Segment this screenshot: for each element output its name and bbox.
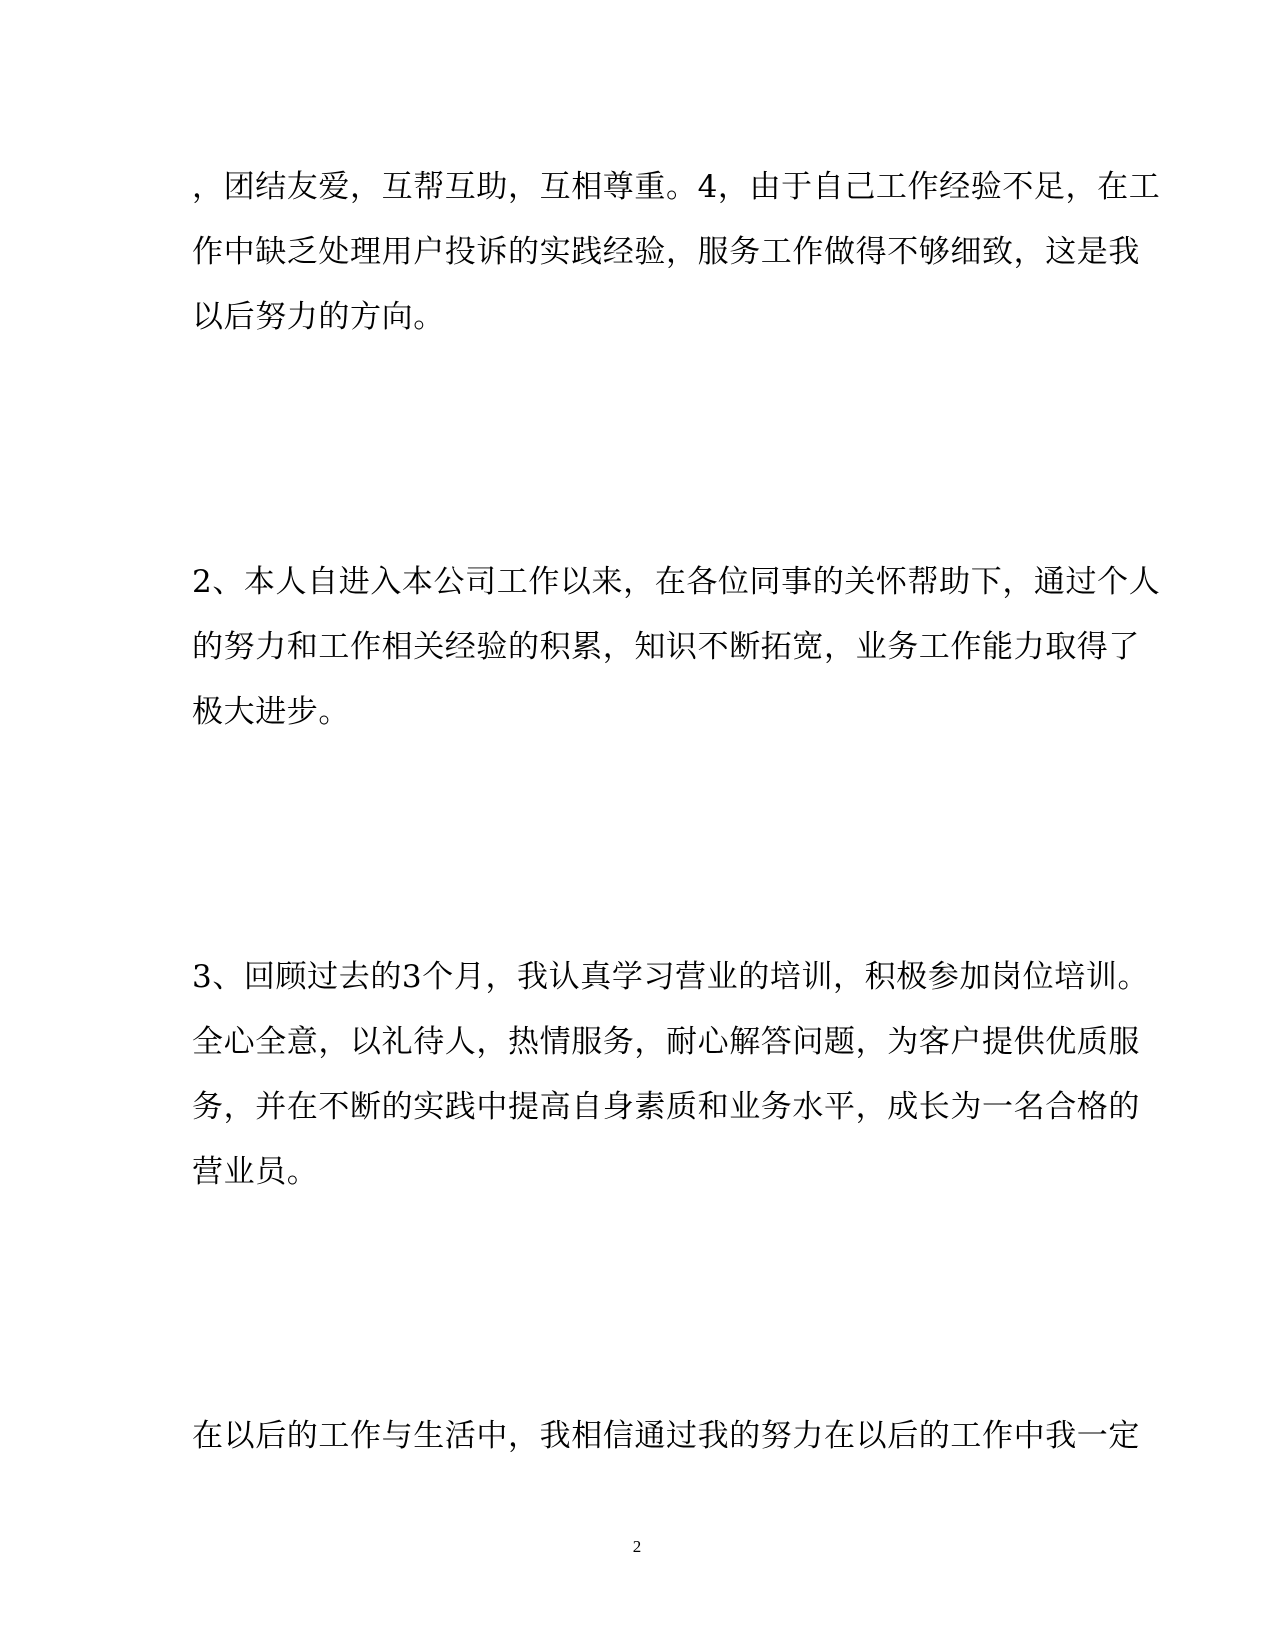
text-line: 极大进步。 [192, 694, 350, 730]
text-line: 全心全意，以礼待人，热情服务，耐心解答问题，为客户提供优质服 [192, 1024, 1140, 1060]
text-line: 3、回顾过去的3个月，我认真学习营业的培训，积极参加岗位培训。 [192, 959, 1150, 995]
text-line: 的努力和工作相关经验的积累，知识不断拓宽，业务工作能力取得了 [192, 629, 1140, 665]
text-line: ，团结友爱，互帮互助，互相尊重。4，由于自己工作经验不足，在工 [192, 169, 1161, 205]
text-line: 2、本人自进入本公司工作以来，在各位同事的关怀帮助下，通过个人 [192, 564, 1161, 600]
text-line: 务，并在不断的实践中提高自身素质和业务水平，成长为一名合格的 [192, 1089, 1140, 1125]
text-line: 在以后的工作与生活中，我相信通过我的努力在以后的工作中我一定 [192, 1418, 1140, 1454]
text-line: 以后努力的方向。 [192, 299, 445, 335]
text-line: 作中缺乏处理用户投诉的实践经验，服务工作做得不够细致，这是我 [192, 234, 1140, 270]
text-line: 营业员。 [192, 1154, 319, 1190]
page-number: 2 [632, 1537, 642, 1556]
